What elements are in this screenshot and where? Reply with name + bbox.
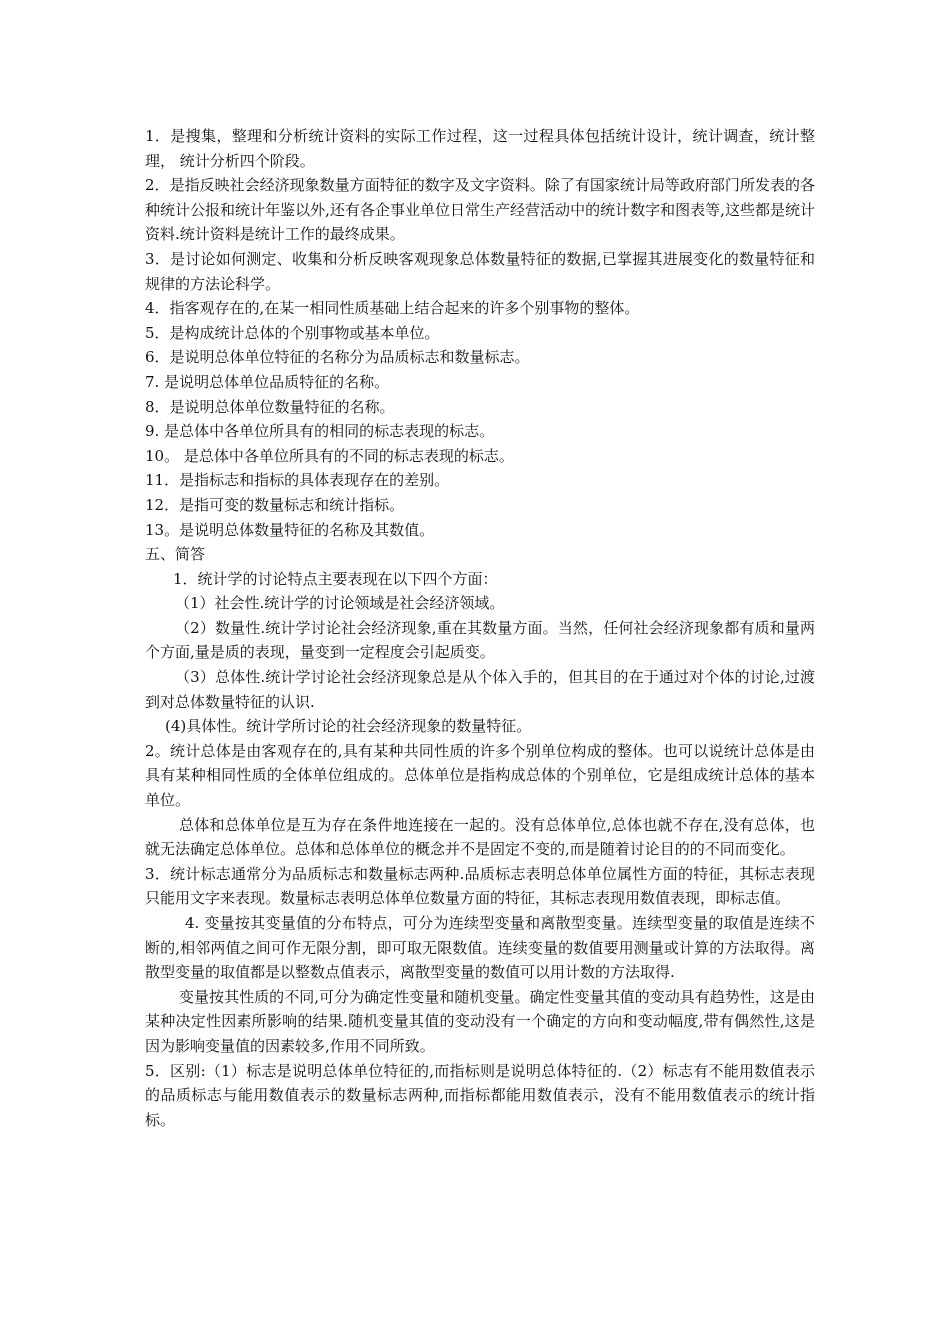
definition-11: 11．是指标志和指标的具体表现存在的差别。: [145, 471, 450, 490]
answer-2-paragraph-2: 总体和总体单位是互为存在条件地连接在一起的。没有总体单位,总体也就不存在,没有总体，也就无法确定总体单位。总体和总体单位的概念并不是固定不变的,而是随着讨论目的的不同而变化。: [145, 815, 815, 859]
answer-4-paragraph-2: 变量按其性质的不同,可分为确定性变量和随机变量。确定性变量其值的变动具有趋势性，这是由某种决定性因素所影响的结果.随机变量其值的变动没有一个确定的方向和变动幅度,带有偶然性,这是因为影响变量值的因素较多,作用不同所致。: [145, 987, 815, 1055]
answer-5: 5．区别:（1）标志是说明总体单位特征的,而指标则是说明总体特征的.（2）标志有不能用数值表示的品质标志与能用数值表示的数量标志两种,而指标都能用数值表示，没有不能用数值表示的统计指标。: [145, 1061, 815, 1129]
answer-1-intro: 1．统计学的讨论特点主要表现在以下四个方面：: [173, 569, 498, 588]
definition-6: 6．是说明总体单位特征的名称分为品质标志和数量标志。: [145, 348, 530, 367]
answer-4-paragraph-1: 4. 变量按其变量值的分布特点，可分为连续型变量和离散型变量。连续型变量的取值是连续不断的,相邻两值之间可作无限分割，即可取无限数值。连续变量的数值要用测量或计算的方法取得。离散型变量的取值都是以整数点值表示，离散型变量的数值可以用计数的方法取得.: [145, 914, 815, 982]
section-heading: 五、简答: [145, 545, 206, 564]
answer-1-point-2: （2）数量性.统计学讨论社会经济现象,重在其数量方面。当然，任何社会经济现象都有质和量两个方面,量是质的表现，量变到一定程度会引起质变。: [145, 618, 815, 662]
answer-2-paragraph-1: 2。统计总体是由客观存在的,具有某种共同性质的许多个别单位构成的整体。也可以说统计总体是由具有某种相同性质的全体单位组成的。总体单位是指构成总体的个别单位，它是组成统计总体的基本单位。: [145, 741, 815, 810]
definition-12: 12．是指可变的数量标志和统计指标。: [145, 495, 405, 514]
answer-1-point-3: （3）总体性.统计学讨论社会经济现象总是从个体入手的，但其目的在于通过对个体的讨论,过渡到对总体数量特征的认识.: [145, 668, 815, 711]
answer-1-point-4: (4)具体性。统计学所讨论的社会经济现象的数量特征。: [165, 717, 532, 736]
definition-9: 9. 是总体中各单位所具有的相同的标志表现的标志。: [145, 422, 495, 441]
definition-7: 7. 是说明总体单位品质特征的名称。: [145, 372, 390, 391]
definition-8: 8．是说明总体单位数量特征的名称。: [145, 397, 395, 416]
answer-3: 3．统计标志通常分为品质标志和数量标志两种.品质标志表明总体单位属性方面的特征，其标志表现只能用文字来表现。数量标志表明总体单位数量方面的特征，其标志表现用数值表现，即标志值。: [145, 864, 815, 908]
definition-1: 1．是搜集，整理和分析统计资料的实际工作过程，这一过程具体包括统计设计，统计调查，统计整理， 统计分析四个阶段。: [145, 127, 815, 170]
document-body: [145, 124, 815, 1132]
definition-5: 5．是构成统计总体的个别事物或基本单位。: [145, 323, 440, 342]
definition-10: 10。 是总体中各单位所具有的不同的标志表现的标志。: [145, 446, 514, 465]
definition-13: 13。是说明总体数量特征的名称及其数值。: [145, 520, 435, 539]
definition-3: 3．是讨论如何测定、收集和分析反映客观现象总体数量特征的数据,已掌握其进展变化的数量特征和规律的方法论科学。: [145, 249, 815, 293]
answer-1-point-1: （1）社会性.统计学的讨论领域是社会经济领域。: [175, 594, 505, 613]
definition-4: 4．指客观存在的,在某一相同性质基础上结合起来的许多个别事物的整体。: [145, 299, 640, 318]
definition-2: 2．是指反映社会经济现象数量方面特征的数字及文字资料。除了有国家统计局等政府部门所发表的各种统计公报和统计年鉴以外,还有各企事业单位日常生产经营活动中的统计数字和图表等,这些都是统计资料.统计资料是统计工作的最终成果。: [145, 176, 815, 244]
